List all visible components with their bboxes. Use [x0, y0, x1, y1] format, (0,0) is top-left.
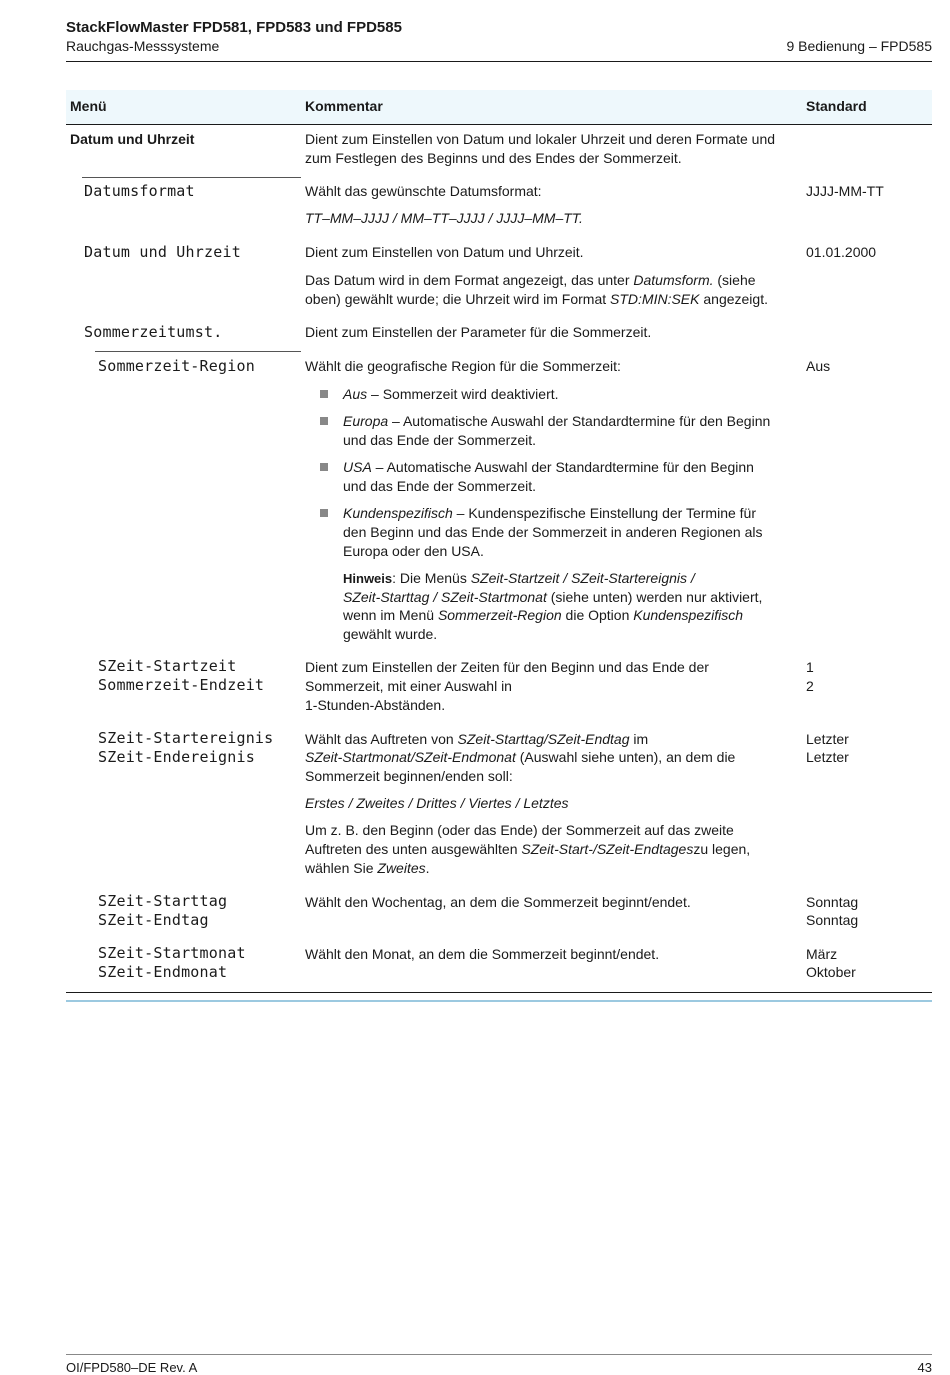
menu-datum-uhrzeit-group: Datum und Uhrzeit [70, 131, 195, 147]
menu-sommerzeit-region: Sommerzeit-Region [98, 357, 255, 375]
menu-szeit-endtag: SZeit-Endtag [98, 911, 209, 929]
comment-line: 1-Stunden-Abständen. [305, 697, 446, 713]
menu-szeit-startzeit: SZeit-Startzeit [98, 657, 237, 675]
bullet-icon [320, 390, 328, 398]
default-value: 2 [806, 678, 814, 694]
comment-line: Europa oder den USA. [343, 543, 484, 559]
comment-line: Um z. B. den Beginn (oder das Ende) der Sommerzeit auf das zweite [305, 822, 734, 838]
column-header-comment: Kommentar [305, 98, 383, 114]
default-value: Letzter [806, 749, 849, 765]
comment-line: Dient zum Einstellen von Datum und Uhrzeit. [305, 244, 584, 260]
menu-szeit-startmonat: SZeit-Startmonat [98, 944, 246, 962]
column-header-menu: Menü [70, 98, 107, 114]
comment-line: Erstes / Zweites / Drittes / Viertes / Letztes [305, 795, 569, 811]
table-bottom-rule [66, 992, 932, 993]
default-value: Letzter [806, 731, 849, 747]
document-number: OI/FPD580–DE Rev. A [66, 1360, 198, 1375]
menu-level-divider [95, 351, 301, 352]
default-value: Sonntag [806, 912, 859, 928]
note-line: SZeit-Starttag / SZeit-Startmonat (siehe unten) werden nur aktiviert, [343, 589, 763, 605]
default-value: Oktober [806, 964, 856, 980]
comment-line: Wählt den Wochentag, an dem die Sommerzeit beginnt/endet. [305, 894, 691, 910]
table-bottom-accent [66, 1000, 932, 1002]
default-value: Sonntag [806, 894, 859, 910]
note-line: gewählt wurde. [343, 626, 438, 642]
comment-line: den Beginn und das Ende der Sommerzeit in anderen Regionen als [343, 524, 763, 540]
menu-szeit-startereignis: SZeit-Startereignis [98, 729, 274, 747]
footer-divider [66, 1354, 932, 1355]
menu-szeit-starttag: SZeit-Starttag [98, 892, 228, 910]
default-value: Aus [806, 358, 831, 374]
header-divider [66, 61, 932, 62]
default-value: 1 [806, 659, 814, 675]
comment-line: Auftreten des unten ausgewählten SZeit-Start-/SZeit-Endtageszu legen, [305, 841, 751, 857]
section-title: 9 Bedienung – FPD585 [786, 38, 932, 54]
note-label: Hinweis [343, 571, 393, 586]
bullet-icon [320, 417, 328, 425]
menu-szeit-endereignis: SZeit-Endereignis [98, 748, 255, 766]
comment-line: TT–MM–JJJJ / MM–TT–JJJJ / JJJJ–MM–TT. [305, 210, 583, 226]
menu-sommerzeitumst: Sommerzeitumst. [84, 323, 223, 341]
menu-datum-uhrzeit: Datum und Uhrzeit [84, 243, 241, 261]
note-line: Hinweis: Die Menüs SZeit-Startzeit / SZeit-Startereignis / [343, 570, 695, 586]
default-value: JJJJ-MM-TT [806, 183, 884, 199]
menu-level-divider [82, 177, 301, 178]
comment-line: Wählt das Auftreten von SZeit-Starttag/SZeit-Endtag im [305, 731, 649, 747]
bullet-icon [320, 463, 328, 471]
comment-line: Sommerzeit, mit einer Auswahl in [305, 678, 512, 694]
comment-line: Wählt die geografische Region für die Sommerzeit: [305, 358, 621, 374]
comment-line: Sommerzeit beginnen/enden soll: [305, 768, 513, 784]
option-kundenspezifisch: Kundenspezifisch – Kundenspezifische Einstellung der Termine für [343, 505, 756, 521]
option-usa: USA – Automatische Auswahl der Standardtermine für den Beginn [343, 459, 754, 475]
default-value: 01.01.2000 [806, 244, 877, 260]
menu-datumsformat: Datumsformat [84, 182, 195, 200]
document-subtitle: Rauchgas-Messsysteme [66, 38, 220, 54]
default-value: März [806, 946, 838, 962]
comment-line: Dient zum Einstellen der Parameter für die Sommerzeit. [305, 324, 652, 340]
comment-line: und das Ende der Sommerzeit. [343, 432, 536, 448]
table-header [66, 90, 932, 125]
comment-line: wählen Sie Zweites. [305, 860, 430, 876]
comment-line: SZeit-Startmonat/SZeit-Endmonat (Auswahl siehe unten), an dem die [305, 749, 736, 765]
comment-line: Wählt das gewünschte Datumsformat: [305, 183, 542, 199]
comment-line: Wählt den Monat, an dem die Sommerzeit beginnt/endet. [305, 946, 660, 962]
page-number: 43 [917, 1360, 932, 1375]
column-header-default: Standard [806, 98, 867, 114]
note-line: wenn im Menü Sommerzeit-Region die Option Kundenspezifisch [343, 607, 744, 623]
option-europa: Europa – Automatische Auswahl der Standardtermine für den Beginn [343, 413, 771, 429]
comment-line: Dient zum Einstellen von Datum und lokaler Uhrzeit und deren Formate und [305, 131, 776, 147]
document-title: StackFlowMaster FPD581, FPD583 und FPD585 [66, 19, 402, 36]
comment-line: Dient zum Einstellen der Zeiten für den Beginn und das Ende der [305, 659, 709, 675]
comment-line: zum Festlegen des Beginns und des Endes der Sommerzeit. [305, 150, 682, 166]
comment-line: oben) gewählt wurde; die Uhrzeit wird im Format STD:MIN:SEK angezeigt. [305, 291, 768, 307]
menu-sommerzeit-endzeit: Sommerzeit-Endzeit [98, 676, 265, 694]
comment-line: Das Datum wird in dem Format angezeigt, das unter Datumsform. (siehe [305, 272, 756, 288]
comment-line: und das Ende der Sommerzeit. [343, 478, 536, 494]
menu-szeit-endmonat: SZeit-Endmonat [98, 963, 228, 981]
option-aus: Aus – Sommerzeit wird deaktiviert. [343, 386, 559, 402]
bullet-icon [320, 509, 328, 517]
